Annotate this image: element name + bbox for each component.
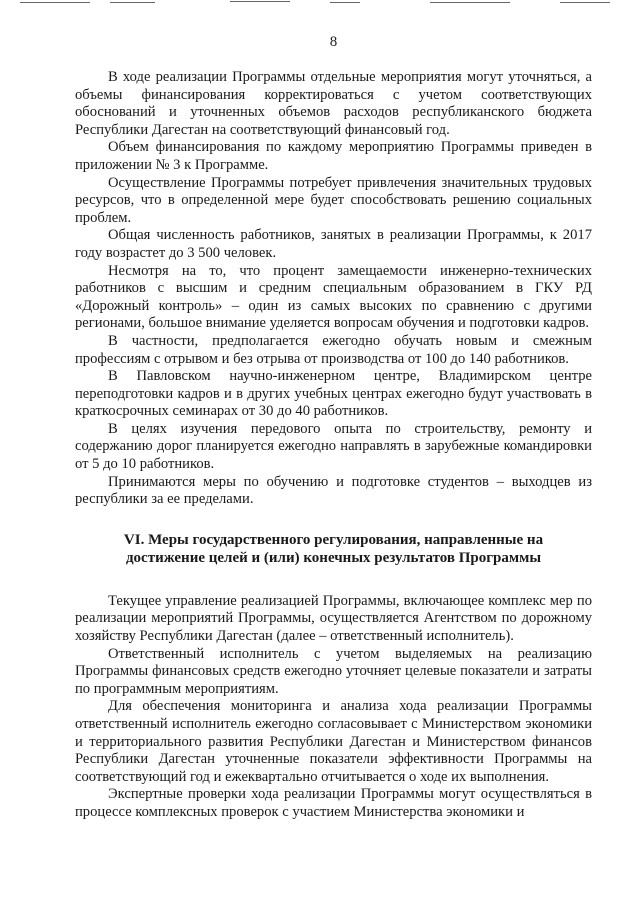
paragraph: Осуществление Программы потребует привлечения значительных трудовых ресурсов, что в определенной мере будет способствовать решению социальных проблем. — [75, 174, 592, 226]
paragraph: Несмотря на то, что процент замещаемости инженерно-технических работников с высшим и средним специальным образованием в ГКУ РД «Дорожный контроль» – один из самых высоких по сравнению с другими регионами, большое внимание уделяется вопросам обучения и подготовки кадров. — [75, 262, 592, 332]
section-heading-line: VI. Меры государственного регулирования, направленные на — [123, 531, 544, 548]
paragraph: В частности, предполагается ежегодно обучать новым и смежным профессиям с отрывом и без отрыва от производства от 100 до 140 работников. — [75, 332, 592, 367]
paragraph: Объем финансирования по каждому мероприятию Программы приведен в приложении № 3 к Программе. — [75, 139, 592, 173]
paragraph: Текущее управление реализацией Программы, включающее комплекс мер по реализации мероприятий Программы, осуществляется Агентством по дорожному хозяйству Республики Дагестан (далее – ответственный исполнитель). — [75, 592, 592, 645]
paragraph: В целях изучения передового опыта по строительству, ремонту и содержанию дорог планируется ежегодно направлять в зарубежные командировки от 5 до 10 работников. — [75, 420, 592, 473]
paragraph: Общая численность работников, занятых в реализации Программы, к 2017 году возрастет до 3 500 человек. — [75, 227, 592, 261]
section-heading — [75, 531, 592, 567]
scan-artifact-strip — [0, 0, 640, 8]
paragraph: В Павловском научно-инженерном центре, Владимирском центре переподготовки кадров и в других учебных центрах ежегодно будут участвовать в краткосрочных семинарах от 30 до 40 работников. — [75, 368, 592, 420]
paragraph: Для обеспечения мониторинга и анализа хода реализации Программы ответственный исполнитель ежегодно согласовывает с Министерством экономики и территориального развития Республики Дагестан и Министерством финансов Республики Дагестан уточненные показатели эффективности Программы на соответствующий год и ежеквартально отчитывается о ходе их выполнения. — [75, 698, 592, 785]
paragraph: В ходе реализации Программы отдельные мероприятия могут уточняться, а объемы финансирования корректироваться с учетом соответствующих обоснований и уточненных объемов расходов республиканского бюджета Республики Дагестан на соответствующий финансовый год. — [75, 69, 592, 138]
page-number: 8 — [329, 34, 338, 50]
section-heading-line: достижение целей и (или) конечных результатов Программы — [125, 549, 542, 566]
paragraph: Экспертные проверки хода реализации Программы могут осуществляться в процессе комплексных проверок с участием Министерства экономики и — [75, 786, 592, 820]
body-text-bottom — [75, 593, 592, 822]
paragraph: Ответственный исполнитель с учетом выделяемых на реализацию Программы финансовых средств ежегодно уточняет целевые показатели и затраты по программным мероприятиям. — [75, 645, 592, 697]
document-page — [75, 34, 592, 822]
paragraph: Принимаются меры по обучению и подготовке студентов – выходцев из республики за ее пределами. — [75, 473, 592, 508]
body-text-top — [75, 69, 592, 509]
